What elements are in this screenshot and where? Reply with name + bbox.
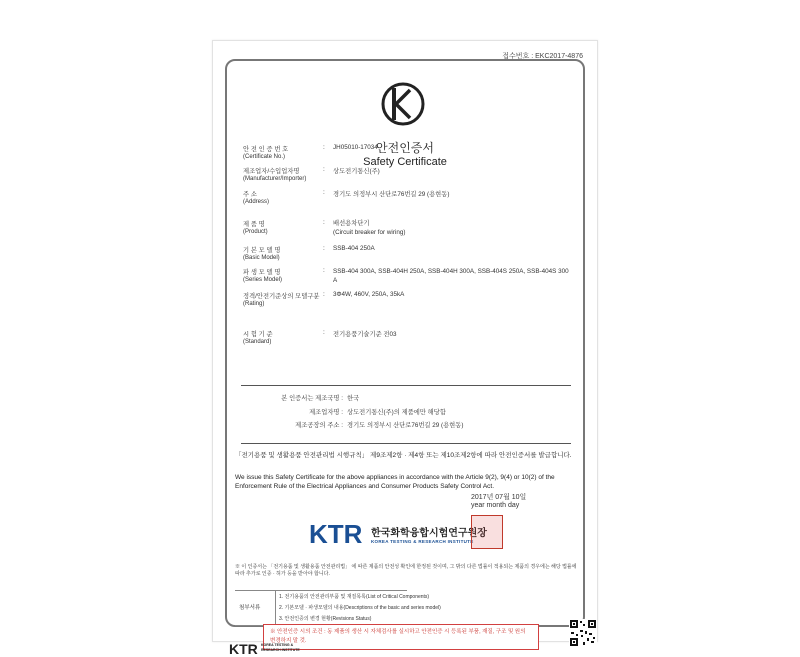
field-label-korean: 파 생 모 델 명 bbox=[243, 269, 281, 276]
qr-code-icon bbox=[569, 619, 597, 647]
field-value: SSB-404 300A, SSB-404H 250A, SSB-404H 300A, SSB-404S 250A, SSB-404S 300 A bbox=[333, 268, 569, 284]
attachments-label: 첨부서류 bbox=[239, 605, 261, 611]
field-label-english: (Certificate No.) bbox=[243, 154, 286, 160]
field-label-korean: 시 험 기 준 bbox=[243, 331, 273, 338]
field-label-korean: 주 소 bbox=[243, 191, 257, 198]
receipt-number: 접수번호 : EKC2017-4876 bbox=[502, 53, 583, 60]
footer-caption-line: RESEARCH INSTITUTE bbox=[261, 648, 300, 652]
field-value: SSB-404 250A bbox=[333, 245, 375, 252]
field-colon: : bbox=[323, 291, 325, 298]
field-label bbox=[243, 267, 282, 283]
field-value: 상도전기통신(주) bbox=[333, 168, 380, 175]
field-label-korean: 제조업자/수입업자명 bbox=[243, 168, 300, 175]
field-label bbox=[243, 166, 306, 182]
title-english: Safety Certificate bbox=[363, 156, 447, 168]
field-value: JH05010-17034 bbox=[333, 144, 378, 151]
field-label-korean: 제 품 명 bbox=[243, 221, 265, 228]
field-colon: : bbox=[323, 166, 325, 173]
field-label-english: (Manufacturer/Importer) bbox=[243, 176, 307, 182]
field-value: 전기용품기술기준 전03 bbox=[333, 331, 397, 338]
field-colon: : bbox=[323, 329, 325, 336]
field-label-english: (Basic Model) bbox=[243, 255, 280, 261]
title-korean: 안전인증서 bbox=[376, 141, 434, 155]
footer-ktr-caption bbox=[261, 643, 300, 653]
field-label-korean: 정격/안전기준상의 모델구분 bbox=[243, 293, 320, 300]
issuer-name-korean: 한국화학융합시험연구원장 bbox=[371, 528, 487, 539]
attachment-item: 1. 전기용품의 안전관리부품 및 재질목록(List of Critical Components) bbox=[279, 594, 430, 600]
date-units: year month day bbox=[471, 502, 520, 509]
field-label-english: (Product) bbox=[243, 229, 268, 235]
ktr-logo: KTR bbox=[309, 519, 363, 549]
issuer-name-english: KOREA TESTING & RESEARCH INSTITUTE bbox=[371, 539, 474, 544]
divider bbox=[275, 591, 276, 625]
attachments-table bbox=[235, 590, 441, 626]
certificate-page bbox=[212, 40, 598, 657]
certification-condition-box bbox=[263, 624, 539, 650]
divider bbox=[241, 385, 571, 386]
field-colon: : bbox=[323, 267, 325, 274]
footer-ktr-logo: KTR bbox=[229, 641, 258, 657]
factory-value: 상도전기통신(주)의 제품에만 해당함 bbox=[347, 409, 446, 416]
issue-date bbox=[471, 492, 526, 509]
field-label bbox=[243, 189, 269, 205]
factory-label: 제조업자명 : bbox=[309, 409, 343, 416]
divider bbox=[241, 443, 571, 444]
field-colon: : bbox=[323, 245, 325, 252]
factory-value: 한국 bbox=[347, 395, 360, 402]
factory-label: 본 인증서는 제조국명 : bbox=[281, 395, 343, 402]
certification-condition-text: ※ 안전인증 시의 조건 : 동 제품의 생산 시 자체검사를 실시하고 안전인증 시 등록된 부품, 재질, 구조 및 원의 변경하지 말 것. bbox=[270, 629, 526, 644]
factory-label: 제조공장의 주소 : bbox=[295, 422, 343, 429]
field-label bbox=[243, 219, 268, 235]
attachment-item: 2. 기본모델 · 파생모델의 내용(Descriptions of the basic and series model) bbox=[279, 605, 441, 611]
issue-statement-ko: 「전기용품 및 생활용품 안전관리법 시행규칙」 제9조제2항 · 제4항 또는 제10조제2항에 따라 안전인증서를 발급합니다. bbox=[235, 452, 572, 459]
field-value: 경기도 의정부시 산단로76번길 29 (용현동) bbox=[333, 191, 450, 198]
field-label-english: (Standard) bbox=[243, 339, 272, 345]
field-colon: : bbox=[323, 219, 325, 226]
field-label bbox=[243, 144, 288, 160]
field-label-english: (Address) bbox=[243, 199, 270, 205]
field-label-korean: 안 전 인 증 번 호 bbox=[243, 146, 289, 153]
official-seal-stamp bbox=[471, 515, 503, 549]
issue-statement-en: We issue this Safety Certificate for the above appliances in accordance with the Article 9(2), 9(4) or 10(2) of the Enforcement Rule of the Electrical Appliances and Consumer Products Safety Control Act. bbox=[235, 474, 555, 490]
field-colon: : bbox=[323, 189, 325, 196]
field-label bbox=[243, 329, 273, 345]
legal-notice: ※ 이 인증서는 「전기용품 및 생활용품 안전관리법」 에 따른 제품의 안전성 확인에 한정된 것이며, 그 밖의 다른 법률이 적용되는 제품의 경우에는 해당 법률에 따라 추가로 인증 · 허가 등을 받아야 합니다. bbox=[235, 564, 577, 577]
field-label-english: (Rating) bbox=[243, 301, 265, 307]
field-colon: : bbox=[323, 144, 325, 151]
kc-mark-icon bbox=[380, 78, 426, 130]
attachment-item: 3. 안전인증의 변경 현황(Revisions Status) bbox=[279, 616, 372, 622]
factory-value: 경기도 의정부시 산단로76번길 29 (용현동) bbox=[347, 422, 464, 429]
field-label-korean: 기 본 모 델 명 bbox=[243, 247, 281, 254]
field-label bbox=[243, 245, 280, 261]
field-value: 3Φ4W, 460V, 250A, 35kA bbox=[333, 291, 405, 298]
field-label-english: (Series Model) bbox=[243, 277, 283, 283]
field-value: 배선용차단기 (Circuit breaker for wiring) bbox=[333, 220, 406, 236]
field-label bbox=[243, 291, 320, 307]
date-values: 2017년 07월 10일 bbox=[471, 494, 527, 501]
footer-caption-line: KOREA TESTING & bbox=[261, 643, 294, 647]
